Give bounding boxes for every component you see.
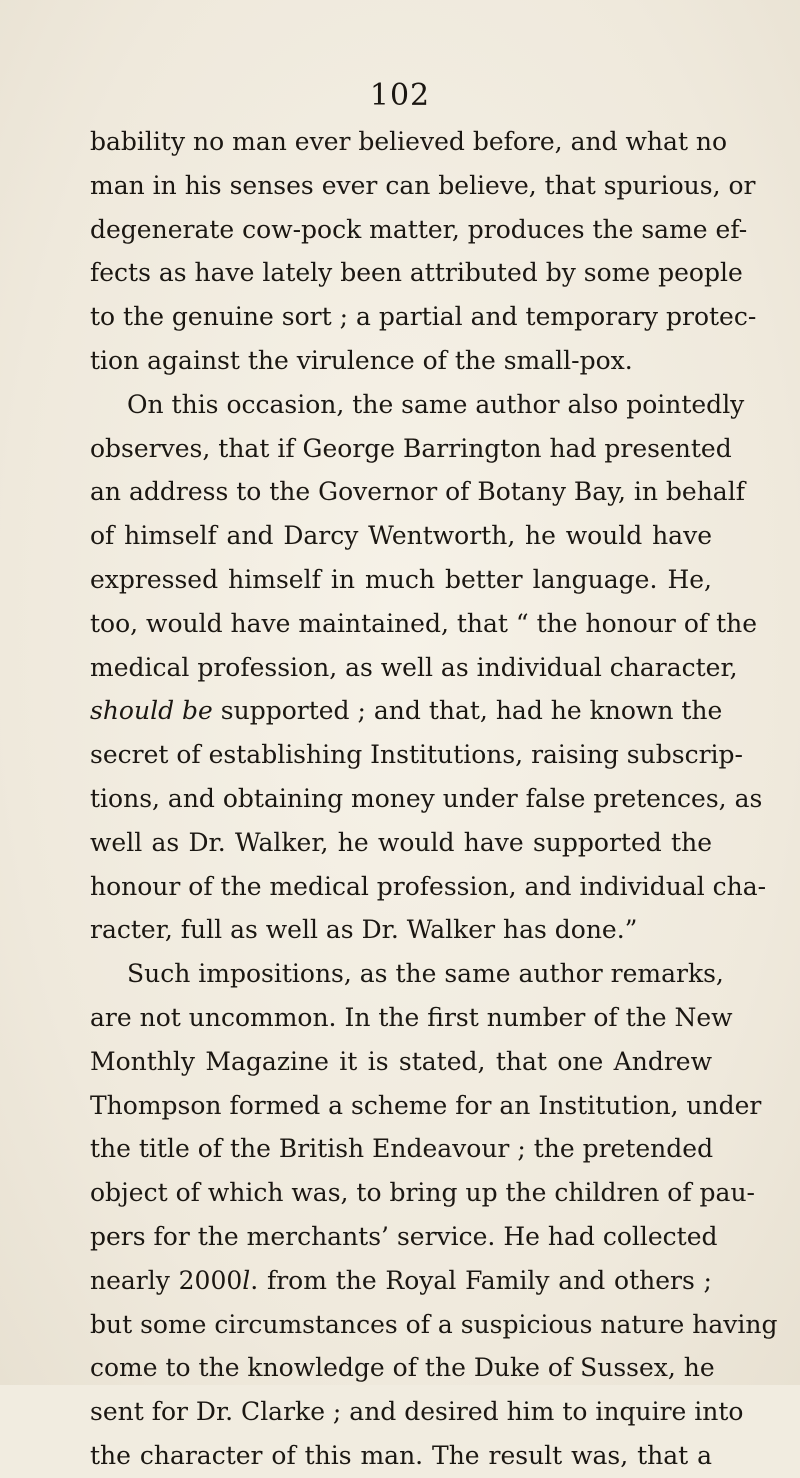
text-line: pers for the merchants’ service. He had collected: [90, 1221, 718, 1251]
text-line: Thompson formed a scheme for an Institution, under: [90, 1090, 762, 1120]
text-line: Monthly Magazine it is stated, that one Andrew: [90, 1046, 712, 1076]
text-line: secret of establishing Institutions, raising subscrip-: [90, 740, 743, 770]
text-line: object of which was, to bring up the children of pau-: [90, 1178, 756, 1208]
text-line-with-italic: should be supported ; and that, had he known the: [90, 696, 723, 726]
text-line: fects as have lately been attributed by some people: [90, 258, 743, 288]
text-line: Such impositions, as the same author remarks,: [127, 959, 724, 989]
text-line: to the genuine sort ; a partial and temporary protec-: [90, 302, 757, 332]
text-line: but some circumstances of a suspicious nature having: [90, 1309, 778, 1339]
text-line: well as Dr. Walker, he would have supported the: [90, 827, 712, 857]
text-line: expressed himself in much better language. He,: [90, 564, 712, 594]
text-line: the title of the British Endeavour ; the pretended: [90, 1134, 714, 1164]
text-line: sent for Dr. Clarke ; and desired him to inquire into: [90, 1397, 744, 1427]
body-text: [90, 120, 778, 1478]
text-line: racter, full as well as Dr. Walker has done.”: [90, 915, 638, 945]
text-line: On this occasion, the same author also pointedly: [127, 389, 745, 419]
text-line: tions, and obtaining money under false pretences, as: [90, 783, 763, 813]
text-line: degenerate cow-pock matter, produces the same ef-: [90, 214, 748, 244]
text-line: bability no man ever believed before, and what no: [90, 127, 728, 156]
text-line: observes, that if George Barrington had presented: [90, 433, 732, 463]
text-line-with-italic: nearly 2000l. from the Royal Family and others ;: [90, 1265, 712, 1295]
page-number: 102: [369, 78, 431, 113]
text-line: honour of the medical profession, and individual cha-: [90, 871, 767, 901]
text-line: come to the knowledge of the Duke of Sussex, he: [90, 1353, 715, 1383]
text-line: man in his senses ever can believe, that spurious, or: [90, 170, 756, 200]
italic-should-be: should be: [90, 696, 213, 726]
text-line: are not uncommon. In the first number of the New: [90, 1002, 733, 1032]
text-line: too, would have maintained, that “ the honour of the: [90, 608, 758, 638]
text-line: tion against the virulence of the small-pox.: [90, 345, 633, 375]
text-line: medical profession, as well as individual character,: [90, 652, 738, 682]
text-line: an address to the Governor of Botany Bay, in behalf: [90, 477, 745, 507]
text-line: of himself and Darcy Wentworth, he would have: [90, 521, 712, 551]
italic-pounds-l: l: [242, 1265, 251, 1295]
text-line: the character of this man. The result was, that a: [90, 1440, 712, 1470]
